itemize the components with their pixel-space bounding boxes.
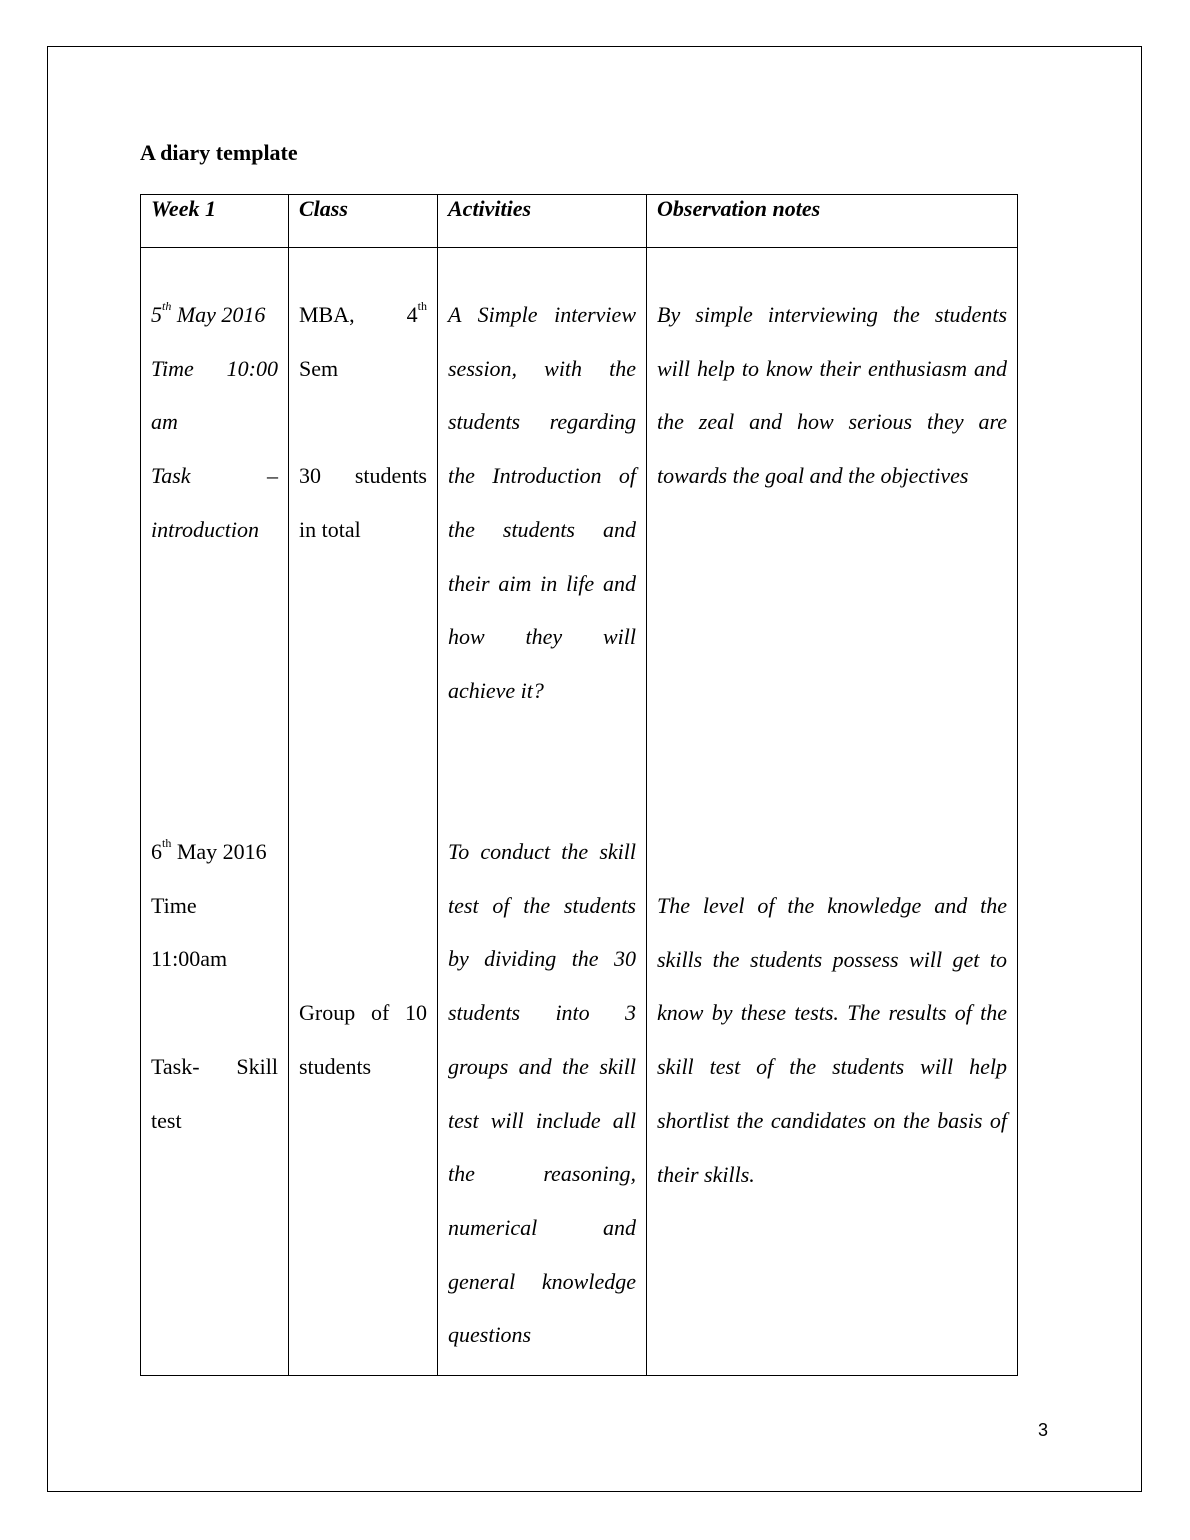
notes-cell — [647, 248, 1018, 1376]
entry1-notes: By simple interviewing the students will help to know their enthusiasm and the zeal and how serious they are towards the goal and the objectives — [657, 302, 1007, 489]
diary-table — [140, 194, 1018, 1376]
header-class: Class — [289, 195, 438, 248]
entry2-notes: The level of the knowledge and the skills the students possess will get to know by these tests. The results of the skill test of the students will help shortlist the candidates on the basis of their skills. — [657, 893, 1007, 1187]
table-row — [141, 248, 1018, 1376]
week-cell — [141, 248, 289, 1376]
header-activities: Activities — [438, 195, 647, 248]
header-week: Week 1 — [141, 195, 289, 248]
entry2-week: 6th May 2016 Time 11:00am Task- Skill test — [151, 835, 278, 1133]
table-header-row — [141, 195, 1018, 248]
header-observation-notes: Observation notes — [647, 195, 1018, 248]
entry2-class: Group of 10 students — [299, 1000, 427, 1079]
entry1-week: 5th May 2016 Time 10:00 am Task – introduction — [151, 298, 278, 542]
class-cell — [289, 248, 438, 1376]
activities-cell — [438, 248, 647, 1376]
page-title: A diary template — [140, 140, 298, 165]
entry2-activity: To conduct the skill test of the students by dividing the 30 students into 3 groups and the skill test will include all the reasoning, numerical and general knowledge questions — [448, 839, 636, 1348]
entry1-activity: A Simple interview session, with the students regarding the Introduction of the students and their aim in life and how they will achieve it? — [448, 302, 636, 703]
entry1-class: MBA, 4th Sem 30 students in total — [299, 298, 427, 542]
page-number: 3 — [1038, 1420, 1049, 1440]
